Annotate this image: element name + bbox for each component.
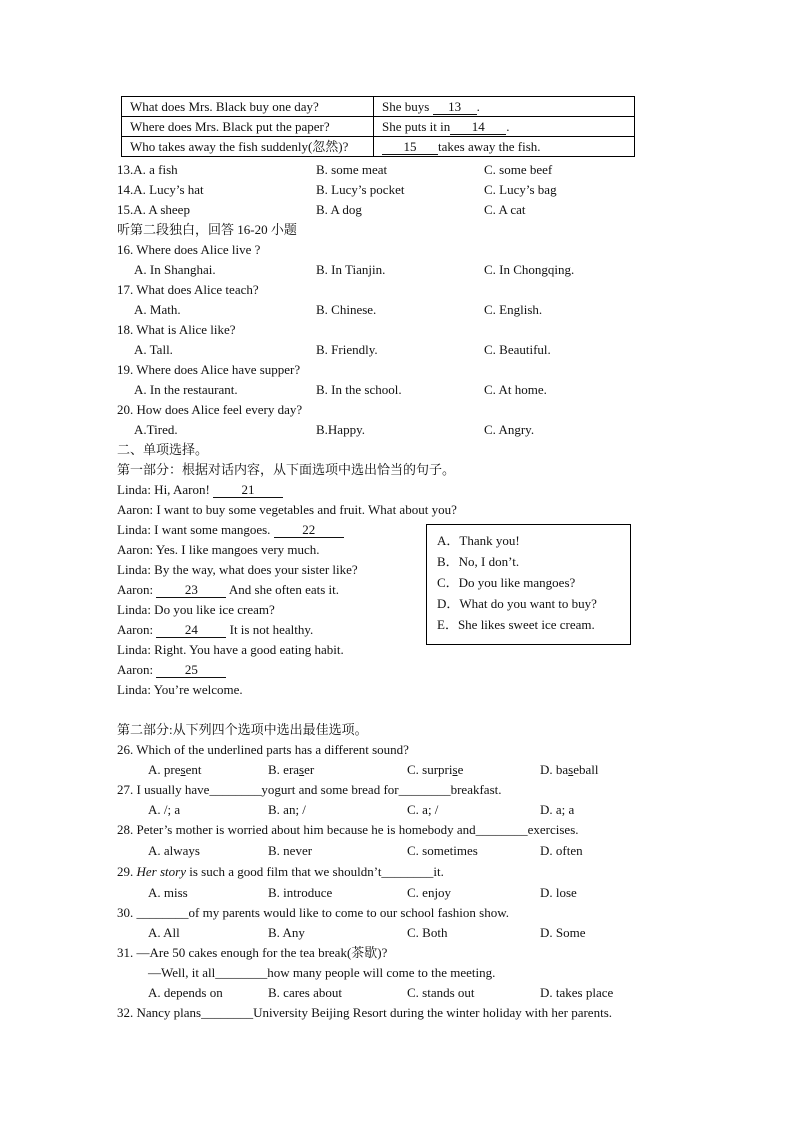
dialog-line: Linda: I want some mangoes. 22 bbox=[117, 522, 344, 538]
q17-option-c: C. English. bbox=[484, 302, 543, 317]
table-question: What does Mrs. Black buy one day? bbox=[122, 97, 374, 117]
q29-option-a: A. miss bbox=[148, 885, 188, 900]
q18-option-c: C. Beautiful. bbox=[484, 342, 551, 357]
option-item: D．What do you want to buy? bbox=[437, 596, 597, 611]
option-item: B．No, I don’t. bbox=[437, 554, 520, 569]
q13-option-b: B. some meat bbox=[316, 162, 388, 177]
blank-25: 25 bbox=[156, 663, 226, 678]
option-item: C．Do you like mangoes? bbox=[437, 575, 576, 590]
q18-option-b: B. Friendly. bbox=[316, 342, 378, 357]
q31-option-d: D. takes place bbox=[540, 985, 614, 1000]
q17-option-b: B. Chinese. bbox=[316, 302, 377, 317]
q31-option-c: C. stands out bbox=[407, 985, 475, 1000]
q27-stem: 27. I usually have________yogurt and some bread for________breakfast. bbox=[117, 782, 502, 797]
q27-option-b: B. an; / bbox=[268, 802, 306, 817]
dialog-line: Linda: Do you like ice cream? bbox=[117, 602, 275, 617]
q26-option-d: D. baseball bbox=[540, 762, 599, 777]
q19-option-c: C. At home. bbox=[484, 382, 547, 397]
q30-option-b: B. Any bbox=[268, 925, 305, 940]
q14-option-b: B. Lucy’s pocket bbox=[316, 182, 405, 197]
q29-stem: 29. Her story is such a good film that we shouldn’t________it. bbox=[117, 864, 444, 879]
part-subheading: 第一部分：根据对话内容，从下面选项中选出恰当的句子。 bbox=[117, 462, 456, 477]
q13-option-c: C. some beef bbox=[484, 162, 553, 177]
q30-option-a: A. All bbox=[148, 925, 180, 940]
q30-option-c: C. Both bbox=[407, 925, 448, 940]
dialog-line: Linda: By the way, what does your sister like? bbox=[117, 562, 358, 577]
option-item: A．Thank you! bbox=[437, 533, 520, 548]
q15-option-a: 15.A. A sheep bbox=[117, 202, 190, 217]
q26-option-a: A. present bbox=[148, 762, 202, 777]
q19-option-b: B. In the school. bbox=[316, 382, 402, 397]
dialog-line: Aaron: I want to buy some vegetables and fruit. What about you? bbox=[117, 502, 457, 517]
options-box bbox=[426, 524, 631, 645]
dialog-line: Aaron: 23 And she often eats it. bbox=[117, 582, 340, 597]
table-row bbox=[122, 117, 635, 137]
blank-23: 23 bbox=[156, 583, 226, 598]
q18-option-a: A. Tall. bbox=[134, 342, 173, 357]
q30-stem: 30. ________of my parents would like to come to our school fashion show. bbox=[117, 905, 509, 920]
blank-14: 14 bbox=[450, 120, 506, 135]
q31-stem: 31. —Are 50 cakes enough for the tea break(茶歇)? bbox=[117, 945, 388, 960]
q28-stem: 28. Peter’s mother is worried about him because he is homebody and________exercises. bbox=[117, 822, 579, 837]
q16-stem: 16. Where does Alice live ? bbox=[117, 242, 261, 257]
q14-option-a: 14.A. Lucy’s hat bbox=[117, 182, 204, 197]
blank-21: 21 bbox=[213, 483, 283, 498]
q29-option-c: C. enjoy bbox=[407, 885, 452, 900]
table-answer: 15 takes away the fish. bbox=[374, 137, 635, 157]
q16-option-a: A. In Shanghai. bbox=[134, 262, 216, 277]
q13-option-a: 13.A. a fish bbox=[117, 162, 178, 177]
q16-option-b: B. In Tianjin. bbox=[316, 262, 386, 277]
q27-option-a: A. /; a bbox=[148, 802, 181, 817]
table-question: Where does Mrs. Black put the paper? bbox=[122, 117, 374, 137]
q15-option-c: C. A cat bbox=[484, 202, 526, 217]
q18-stem: 18. What is Alice like? bbox=[117, 322, 236, 337]
q26-option-b: B. eraser bbox=[268, 762, 315, 777]
q27-option-c: C. a; / bbox=[407, 802, 439, 817]
q28-option-d: D. often bbox=[540, 843, 583, 858]
table-answer: She buys 13 . bbox=[374, 97, 635, 117]
q27-option-d: D. a; a bbox=[540, 802, 575, 817]
q28-option-a: A. always bbox=[148, 843, 200, 858]
option-item: E．She likes sweet ice cream. bbox=[437, 617, 595, 632]
blank-22: 22 bbox=[274, 523, 344, 538]
q19-stem: 19. Where does Alice have supper? bbox=[117, 362, 301, 377]
dialog-line: Aaron: 25 bbox=[117, 662, 226, 678]
q29-option-d: D. lose bbox=[540, 885, 577, 900]
q16-option-c: C. In Chongqing. bbox=[484, 262, 575, 277]
part-heading: 二、单项选择。 bbox=[117, 442, 209, 457]
table-row bbox=[122, 97, 635, 117]
q26-stem: 26. Which of the underlined parts has a different sound? bbox=[117, 742, 409, 757]
q17-stem: 17. What does Alice teach? bbox=[117, 282, 259, 297]
q14-option-c: C. Lucy’s bag bbox=[484, 182, 557, 197]
q31-option-b: B. cares about bbox=[268, 985, 343, 1000]
q31-option-a: A. depends on bbox=[148, 985, 223, 1000]
q28-option-b: B. never bbox=[268, 843, 313, 858]
table-question: Who takes away the fish suddenly(忽然)? bbox=[122, 137, 374, 157]
q20-option-a: A.Tired. bbox=[134, 422, 178, 437]
q29-option-b: B. introduce bbox=[268, 885, 333, 900]
dialog-line: Aaron: 24 It is not healthy. bbox=[117, 622, 314, 637]
q28-option-c: C. sometimes bbox=[407, 843, 478, 858]
q15-option-b: B. A dog bbox=[316, 202, 362, 217]
table-row bbox=[122, 137, 635, 157]
dialog-line: Linda: You’re welcome. bbox=[117, 682, 243, 697]
table-answer: She puts it in 14 . bbox=[374, 117, 635, 137]
blank-13: 13 bbox=[433, 100, 477, 115]
blank-24: 24 bbox=[156, 623, 226, 638]
dialog-line: Linda: Right. You have a good eating habit. bbox=[117, 642, 344, 657]
q17-option-a: A. Math. bbox=[134, 302, 181, 317]
part-subheading: 第二部分:从下列四个选项中选出最佳选项。 bbox=[117, 722, 368, 737]
q30-option-d: D. Some bbox=[540, 925, 586, 940]
dialog-line: Linda: Hi, Aaron! 21 bbox=[117, 482, 283, 498]
blank-15: 15 bbox=[382, 140, 438, 155]
q32-stem: 32. Nancy plans________University Beijing Resort during the winter holiday with her parents. bbox=[117, 1005, 612, 1020]
q26-option-c: C. surprise bbox=[407, 762, 464, 777]
q20-option-c: C. Angry. bbox=[484, 422, 535, 437]
q31-stem-line2: —Well, it all________how many people will come to the meeting. bbox=[148, 965, 496, 980]
answer-table bbox=[121, 96, 635, 157]
section-heading: 听第二段独白，回答 16-20 小题 bbox=[117, 222, 297, 237]
dialog-line: Aaron: Yes. I like mangoes very much. bbox=[117, 542, 320, 557]
q20-stem: 20. How does Alice feel every day? bbox=[117, 402, 303, 417]
q19-option-a: A. In the restaurant. bbox=[134, 382, 238, 397]
q20-option-b: B.Happy. bbox=[316, 422, 365, 437]
